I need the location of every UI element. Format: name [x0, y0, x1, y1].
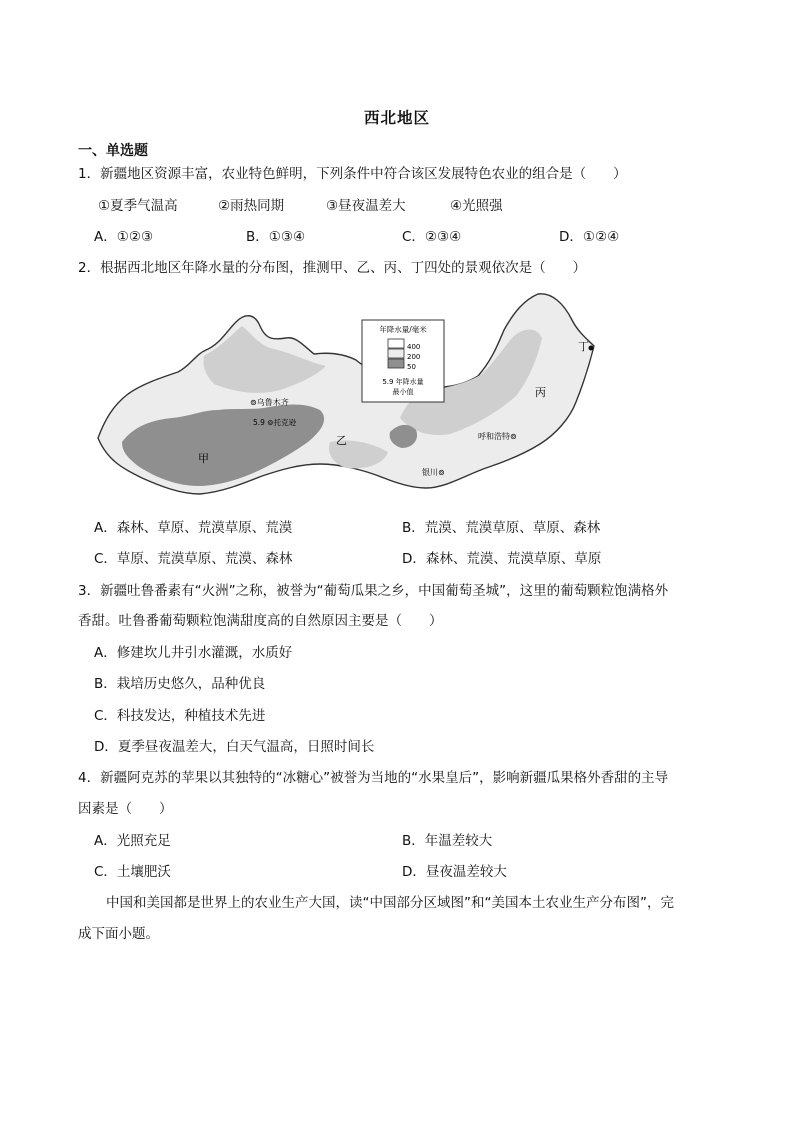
page-title: 西北地区	[363, 109, 430, 127]
legend-label-200: 200	[407, 353, 421, 361]
question-4-stem-line1: 4．新疆阿克苏的苹果以其独特的“冰糖心”被誉为当地的“水果皇后”，影响新疆瓜果格外香甜的主导	[78, 770, 669, 786]
q1-condition-4: ④光照强	[450, 198, 503, 214]
q4-option-a[interactable]: A．光照充足	[94, 833, 171, 849]
legend-swatch-200	[388, 349, 404, 358]
q3-option-d[interactable]: D．夏季昼夜温差大，白天气温高，日照时间长	[94, 739, 375, 755]
label-yi: 乙	[336, 434, 347, 447]
label-tuokexun: 5.9 ⊚托克逊	[253, 418, 297, 427]
label-hohhot: 呼和浩特⊚	[478, 432, 517, 441]
question-4-stem-line2: 因素是（ ）	[78, 801, 173, 817]
q3-option-a[interactable]: A．修建坎儿井引水灌溉，水质好	[94, 645, 293, 661]
label-bing: 丙	[535, 386, 546, 399]
label-urumqi: ⊚乌鲁木齐	[250, 398, 289, 407]
legend-swatch-400	[388, 339, 404, 348]
map-legend-title: 年降水量/毫米	[379, 325, 427, 334]
legend-note-2: 最小值	[392, 388, 414, 396]
q1-option-d[interactable]: D．①②④	[559, 229, 620, 245]
question-3-stem-line1: 3．新疆吐鲁番素有“火洲”之称，被誉为“葡萄瓜果之乡，中国葡萄圣城”，这里的葡萄颗粒饱满格外	[78, 583, 669, 599]
q1-option-c[interactable]: C．②③④	[402, 229, 462, 245]
q4-option-d[interactable]: D．昼夜温差较大	[402, 864, 507, 880]
legend-label-400: 400	[407, 343, 421, 351]
q4-option-b[interactable]: B．年温差较大	[402, 833, 493, 849]
question-3-stem-line2: 香甜。吐鲁番葡萄颗粒饱满甜度高的自然原因主要是（ ）	[78, 613, 443, 629]
ding-marker	[589, 346, 594, 351]
q2-option-b[interactable]: B．荒漠、荒漠草原、草原、森林	[402, 520, 601, 536]
q4-option-c[interactable]: C．土壤肥沃	[94, 864, 171, 880]
question-2-stem: 2．根据西北地区年降水量的分布图，推测甲、乙、丙、丁四处的景观依次是（ ）	[78, 260, 587, 276]
q1-condition-2: ②雨热同期	[218, 198, 285, 214]
legend-label-50: 50	[407, 363, 416, 371]
label-jia: 甲	[198, 452, 209, 465]
q1-condition-3: ③昼夜温差大	[326, 198, 406, 214]
passage-line2: 成下面小题。	[78, 926, 159, 942]
q2-option-d[interactable]: D．森林、荒漠、荒漠草原、草原	[402, 551, 602, 567]
label-yinchuan: 银川⊚	[422, 468, 445, 477]
question-1-stem: 1．新疆地区资源丰富，农业特色鲜明，下列条件中符合该区发展特色农业的组合是（ ）	[78, 166, 627, 182]
q2-option-a[interactable]: A．森林、草原、荒漠草原、荒漠	[94, 520, 293, 536]
section-heading: 一、单选题	[78, 143, 148, 159]
legend-swatch-50	[388, 359, 404, 368]
label-ding: 丁	[578, 340, 589, 353]
q1-condition-1: ①夏季气温高	[98, 198, 178, 214]
q3-option-c[interactable]: C．科技发达，种植技术先进	[94, 708, 266, 724]
passage-line1: 中国和美国都是世界上的农业生产大国，读“中国部分区域图”和“美国本土农业生产分布图”，完	[106, 895, 674, 911]
precipitation-map	[94, 292, 602, 498]
legend-note-1: 5.9 年降水量	[382, 378, 424, 386]
q1-option-b[interactable]: B．①③④	[246, 229, 306, 245]
q1-option-a[interactable]: A．①②③	[94, 229, 154, 245]
q2-option-c[interactable]: C．草原、荒漠草原、荒漠、森林	[94, 551, 293, 567]
q3-option-b[interactable]: B．栽培历史悠久，品种优良	[94, 676, 266, 692]
